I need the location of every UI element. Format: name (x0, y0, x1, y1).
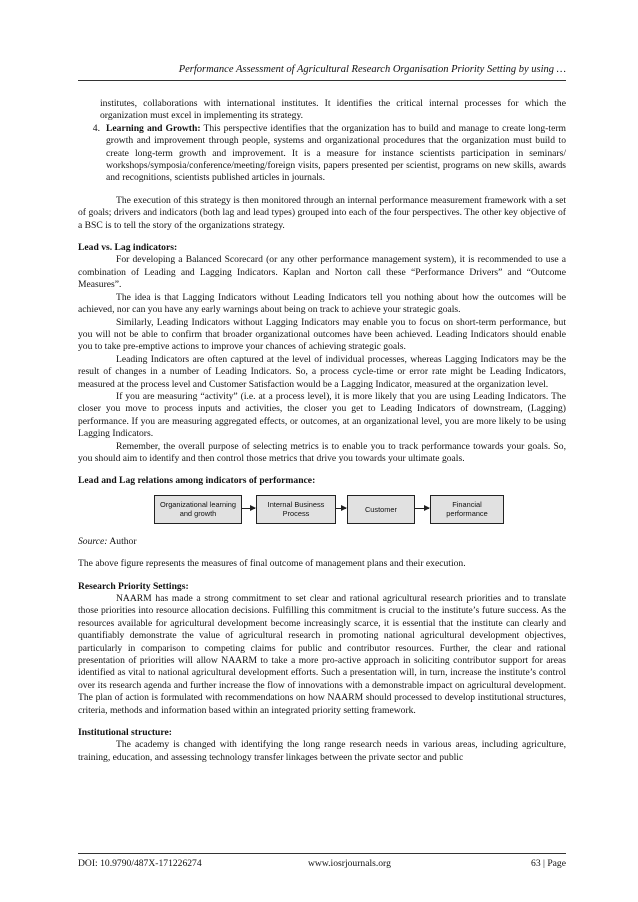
paragraph: For developing a Balanced Scorecard (or any other performance management system), it is recommended to use a combination of Leading and Lagging Indicators. Kaplan and Norton call these “Performance Drivers” and “Outcome Measures”. (78, 254, 566, 291)
box-internal-process: Internal Business Process (256, 495, 336, 524)
list-item-body: This perspective identifies that the organization has to build and manage to create long-term growth and improvement through people, systems and organizational procedures that the organization must build to create long-term growth and improvement. It is a measure for instance scientists participation in seminars/ workshops/symposia/conference/meeting/foreign visits, papers presented per scientist, programs on new skills, awards and recognitions, scientists published articles in journals. (106, 122, 567, 184)
header-rule (78, 80, 566, 81)
list-item-4 (78, 123, 566, 185)
research-heading: Research Priority Settings: (78, 580, 189, 592)
page-body (78, 98, 566, 764)
indicator-flow-diagram (78, 492, 566, 530)
execution-paragraph: The execution of this strategy is then monitored through an internal performance measurement framework with a set of goals; drivers and indicators (both lag and lead types) grouped into each of the four perspectives. The other key objective of a BSC is to tell the story of the organizations strategy. (78, 194, 566, 231)
box-learning-growth: Organizational learning and growth (154, 495, 242, 524)
arrow (241, 508, 255, 509)
lead-lag-heading: Lead vs. Lag indicators: (78, 242, 178, 254)
institutional-paragraph: The academy is changed with identifying the long range research needs in various areas, including agriculture, training, education, and assessing technology transfer linkages between the private sector and public (78, 739, 566, 763)
figure-source (78, 536, 566, 548)
source-label: Source: (78, 535, 108, 547)
list-continuation: institutes, collaborations with international institutes. It identifies the critical internal processes for which the organization must excel in implementing its strategy. (100, 98, 566, 122)
list-item-title: Learning and Growth: (106, 122, 201, 134)
relations-heading: Lead and Lag relations among indicators of performance: (78, 475, 316, 487)
footer-doi: DOI: 10.9790/487X-171226274 (78, 858, 202, 869)
running-header: Performance Assessment of Agricultural Research Organisation Priority Setting by using … (178, 64, 566, 75)
footer-page: 63 | Page (531, 858, 566, 869)
paragraph: Leading Indicators are often captured at the level of individual processes, whereas Lagging Indicators may be the result of changes in a number of Leading Indicators. So, a process cycle-time or error rate might be Leading Indicators, measured at the process level and Customer Satisfaction would be a Lagging Indicator, measured at the organization level. (78, 353, 566, 390)
footer-rule (78, 853, 566, 854)
paragraph: If you are measuring “activity” (i.e. at a process level), it is more likely that you are using Leading Indicators. The closer you move to process inputs and activities, the closer you get to Leading Indicators of downstream, (Lagging) performance. If you are measuring aggregated effects, or outcomes, at an organizational level, you are more likely to be using Lagging Indicators. (78, 390, 566, 440)
source-value: Author (109, 535, 137, 547)
arrow (335, 508, 346, 509)
paragraph: Remember, the overall purpose of selecting metrics is to enable you to track performance towards your goals. So, you should aim to identify and then control those metrics that drive you towards your ultimate goals. (78, 440, 566, 464)
footer-site: www.iosrjournals.org (308, 858, 391, 869)
arrow (414, 508, 429, 509)
box-customer: Customer (347, 495, 415, 524)
paragraph: The idea is that Lagging Indicators without Leading Indicators tell you nothing about how the outcomes will be achieved, nor can you have any early warnings about being on track to achieve your strategic goals. (78, 291, 566, 316)
institutional-heading: Institutional structure: (78, 727, 172, 739)
list-number: 4. (92, 122, 100, 134)
research-paragraph: NAARM has made a strong commitment to set clear and rational agricultural research priorities and to translate those priorities into resource allocation decisions. Fulfilling this commitment is crucial to the institute’s future success. As the resources available for agricultural development become increasingly scarce, it is essential that the institute can clearly and quantifiably demonstrate the value of agricultural research in promoting national agricultural development objectives, particularly in comparison to competing claims for public and contributor resources. Further, the clear and rational presentation of priorities will allow NAARM to take a more pro-active approach in soliciting contributor support for areas identified as vital to national agricultural development efforts. Such a presentation will, in turn, increase the institute’s control over its research agenda and further increase the flow of innovations with a demonstrable impact on agricultural development. The plan of action is formulated with recommendations on how NAARM should processed to develop institutional structures, criteria, methods and information based within an integrated priority setting framework. (78, 593, 566, 716)
list-item-text (106, 123, 566, 185)
figure-caption: The above figure represents the measures of final outcome of management plans and their execution. (78, 558, 466, 570)
box-financial-performance: Financial performance (430, 495, 504, 524)
paragraph: Similarly, Leading Indicators without Lagging Indicators may enable you to focus on short-term performance, but you will not be able to confirm that broader organizational outcomes have been achieved. Leading Indicators should enable you to take pre-emptive actions to improve your chances of achieving strategic goals. (78, 316, 566, 353)
